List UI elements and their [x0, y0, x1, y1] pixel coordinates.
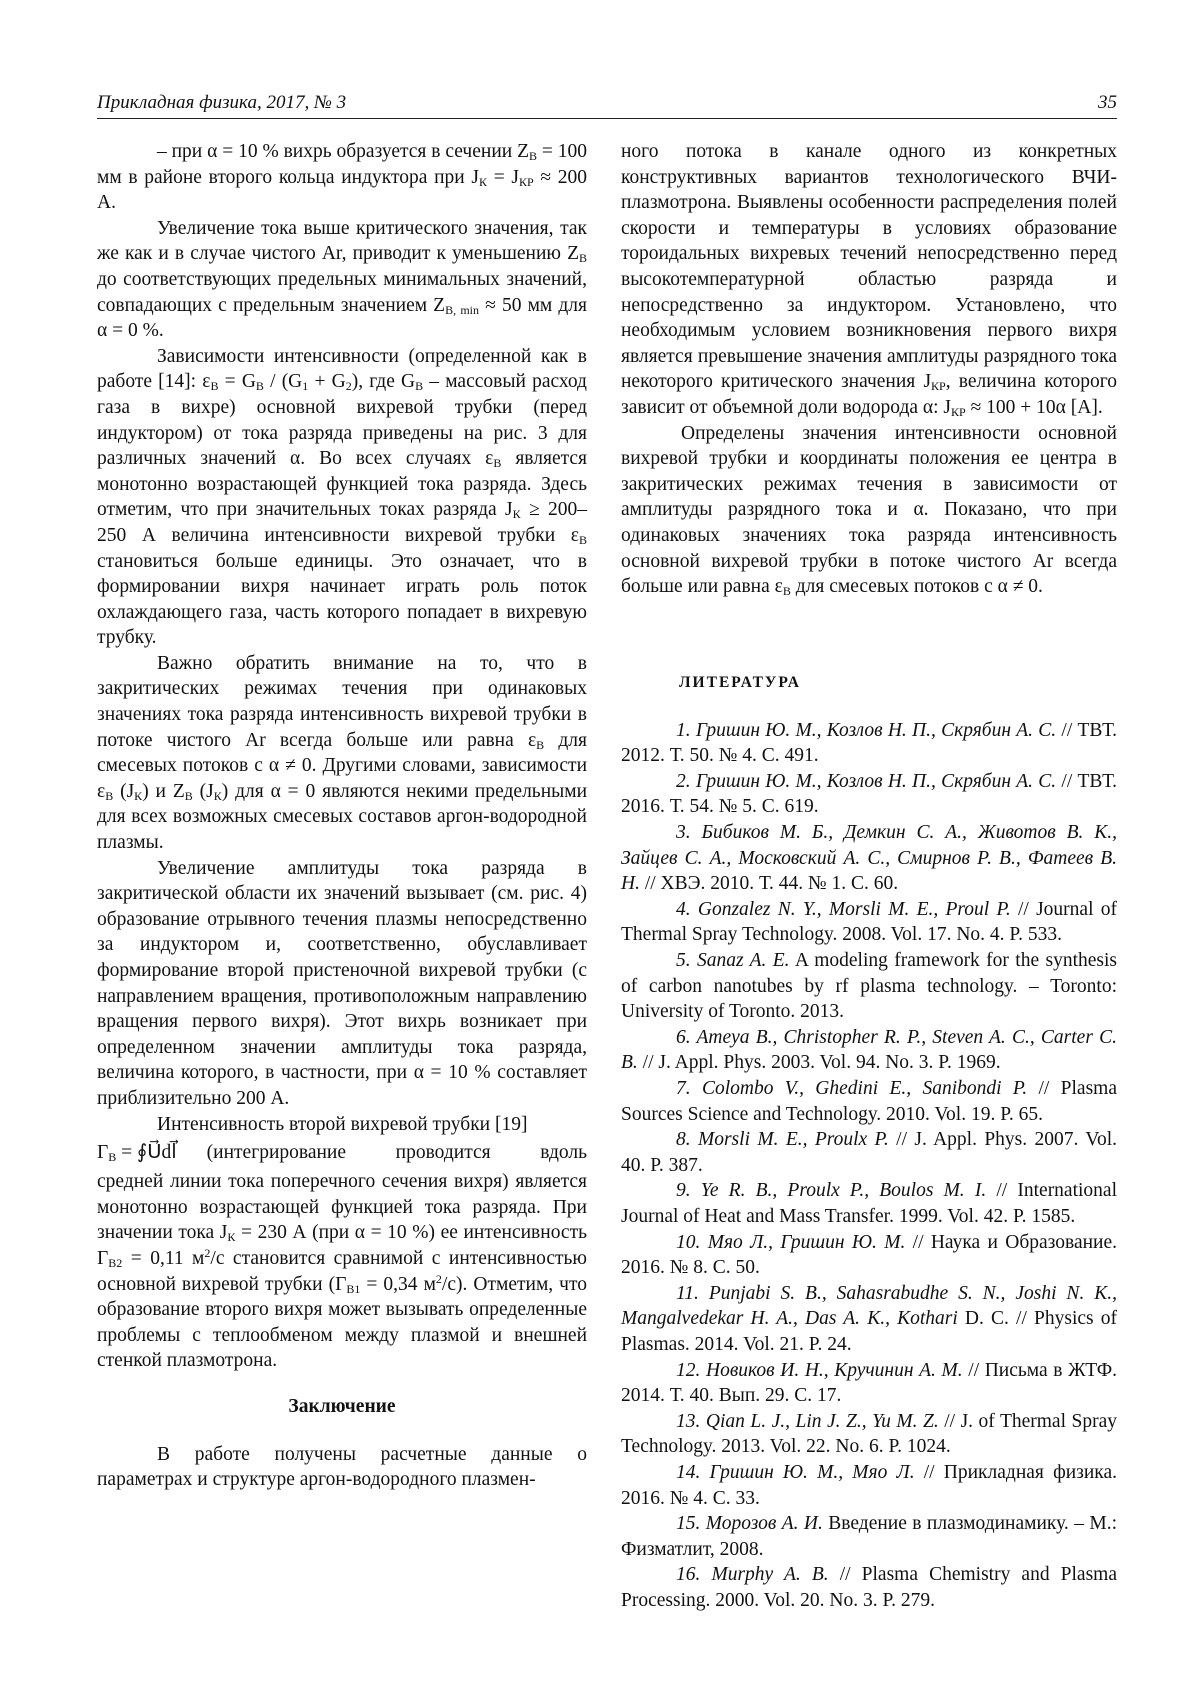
paragraph: – при α = 10 % вихрь образуется в сечении $Z_В = 100$ мм в районе второго кольца индуктора при $J_К = J_{КР} \approx 200$ А.: [97, 141, 587, 214]
paragraph: Интенсивность второй вихревой трубки [19]: [157, 1113, 528, 1135]
reference-item: 15. Морозов А. И. Введение в плазмодинамику. – М.: Физматлит, 2008.: [621, 1513, 1117, 1560]
reference-item: 9. Ye R. B., Proulx P., Boulos M. I. // International Journal of Heat and Mass Transfer. 1999. Vol. 42. P. 1585.: [621, 1180, 1117, 1227]
reference-item: 13. Qian L. J., Lin J. Z., Yu M. Z. // J. of Thermal Spray Technology. 2013. Vol. 22. No. 6. P. 1024.: [621, 1410, 1117, 1458]
paragraph: В работе получены расчетные данные о параметрах и структуре аргон-водородного плазмен-: [97, 1443, 587, 1491]
reference-item: 11. Punjabi S. B., Sahasrabudhe S. N., Joshi N. K., Mangalvedekar H. A., Das A. K., Kothari D. C. // Physics of Plasmas. 2014. Vol. 21. P. 24.: [621, 1282, 1117, 1355]
paragraph: Определены значения интенсивности основной вихревой трубки и координаты положения ее центра в закритических режимах течения в зависимости от амплитуды разрядного тока и α. Показано, что при одинаковых значениях тока разряда интенсивность основной вихревой трубки в потоке чистого Ar всегда больше или равна $\varepsilon_В$ для смесевых потоков с α ≠ 0.: [621, 422, 1117, 599]
reference-item: 10. Мяо Л., Гришин Ю. М. // Наука и Образование. 2016. № 8. С. 50.: [621, 1231, 1117, 1279]
reference-item: 4. Gonzalez N. Y., Morsli M. E., Proul P. // Journal of Thermal Spray Technology. 2008. Vol. 17. No. 4. P. 533.: [621, 898, 1117, 946]
reference-list: [621, 718, 1117, 1614]
formula-line: [97, 1137, 587, 1169]
left-column: [97, 139, 587, 1493]
paragraph: Зависимости интенсивности (определенной как в работе [14]: $\varepsilon_В = G_В / (G_1 + G_2)$, где $G_В$ – массовый расход газа в вихре) основной вихревой трубки (перед индуктором) от тока разряда приведены на рис. 3 для различных значений α. Во всех случаях $\varepsilon_В$ является монотонно возрастающей функцией тока разряда. Здесь отметим, что при значительных токах разряда $J_К \ge 200-250$ А величина интенсивности вихревой трубки $\varepsilon_В$ становиться больше единицы. Это означает, что в формировании вихря начинает играть роль поток охлаждающего газа, часть которого попадает в вихревую трубку.: [97, 345, 588, 649]
reference-item: 3. Бибиков М. Б., Демкин С. А., Животов В. К., Зайцев С. А., Московский А. С., Смирнов Р. В., Фатеев В. Н. // ХВЭ. 2010. Т. 44. № 1. С. 60.: [621, 822, 1117, 895]
paragraph: ного потока в канале одного из конкретных конструктивных вариантов технологического ВЧИ-плазмотрона. Выявлены особенности распределения полей скорости и температуры в условиях образование тороидальных вихревых течений непосредственно перед высокотемпературной областью разряда и непосредственно за индуктором. Установлено, что необходимым условием возникновения первого вихря является превышение значения амплитуды разрядного тока некоторого критического значения $J_{КР}$, величина которого зависит от объемной доли водорода α: $J_{КР} \approx 100 + 10\alpha$ [А].: [621, 141, 1117, 419]
reference-item: 12. Новиков И. Н., Кручинин А. М. // Письма в ЖТФ. 2014. Т. 40. Вып. 29. С. 17.: [621, 1359, 1117, 1407]
paragraph: Важно обратить внимание на то, что в закритических режимах течения при одинаковых значениях тока разряда интенсивность вихревой трубки в потоке чистого Ar всегда больше или равна $\varepsilon_В$ для смесевых потоков с α ≠ 0. Другими словами, зависимости $\varepsilon_В$ $(J_К)$ и $Z_В$ $(J_К)$ для α = 0 являются некими предельными для всех возможных смесевых составов аргон-водородной плазмы.: [97, 652, 588, 854]
reference-item: 2. Гришин Ю. М., Козлов Н. П., Скрябин А. С. // ТВТ. 2016. Т. 54. № 5. С. 619.: [621, 770, 1117, 818]
paragraph: средней линии тока поперечного сечения вихря) является монотонно возрастающей функцией тока разряда. При значении тока $J_К = 230$ А (при α = 10 %) ее интенсивность $\Gamma_{В2} = 0,11$ $м^2/с$ становится сравнимой с интенсивностью основной вихревой трубки ($\Gamma_{В1} = 0,34$ $м^2/с$). Отметим, что образование второго вихря может вызывать определенные проблемы с теплообменом между плазмой и внешней стенкой плазмотрона.: [97, 1171, 587, 1372]
reference-item: 1. Гришин Ю. М., Козлов Н. П., Скрябин А. С. // ТВТ. 2012. Т. 50. № 4. С. 491.: [621, 719, 1117, 767]
reference-item: 8. Morsli M. E., Proulx P. // J. Appl. Phys. 2007. Vol. 40. P. 387.: [621, 1129, 1117, 1176]
journal-title: Прикладная физика, 2017, № 3: [97, 92, 347, 113]
running-header: [97, 92, 1117, 119]
reference-item: 14. Гришин Ю. М., Мяо Л. // Прикладная физика. 2016. № 4. С. 33.: [621, 1461, 1117, 1509]
reference-item: 6. Ameya B., Christopher R. P., Steven A. C., Carter C. B. // J. Appl. Phys. 2003. Vol. 94. No. 3. P. 1969.: [621, 1026, 1117, 1074]
conclusion-heading: Заключение: [288, 1395, 396, 1417]
paragraph: Увеличение тока выше критического значения, так же как и в случае чистого Ar, приводит к уменьшению $Z_В$ до соответствующих предельных минимальных значений, совпадающих с предельным значением $Z_{В, min} \approx 50$ мм для α = 0 %.: [97, 217, 587, 342]
references-heading: ЛИТЕРАТУРА: [679, 673, 801, 691]
circulation-formula: $\Gamma_В$ = ∮U⃗dl⃗: [97, 1142, 177, 1165]
formula-caption: (интегрирование проводится вдоль: [206, 1142, 587, 1164]
reference-item: 16. Murphy A. B. // Plasma Chemistry and Plasma Processing. 2000. Vol. 20. No. 3. P. 279.: [621, 1564, 1117, 1611]
page-number: 35: [1098, 92, 1117, 113]
right-column: [621, 139, 1117, 1613]
paragraph: Увеличение амплитуды тока разряда в закритической области их значений вызывает (см. рис. 4) образование отрывного течения плазмы непосредственно за индуктором и, соответственно, обуславливает формирование второй пристеночной вихревой трубки (с направлением вращения, противоположным направлению вращения первого вихря). Этот вихрь возникает при определенном значении амплитуды тока разряда, величина которого, в частности, при α = 10 % составляет приблизительно 200 А.: [97, 857, 587, 1109]
reference-item: 7. Colombo V., Ghedini E., Sanibondi P. // Plasma Sources Science and Technology. 2010. Vol. 19. P. 65.: [621, 1078, 1117, 1125]
reference-item: 5. Sanaz A. E. A modeling framework for the synthesis of carbon nanotubes by rf plasma technology. – Toronto: University of Toronto. 2013.: [621, 950, 1117, 1023]
